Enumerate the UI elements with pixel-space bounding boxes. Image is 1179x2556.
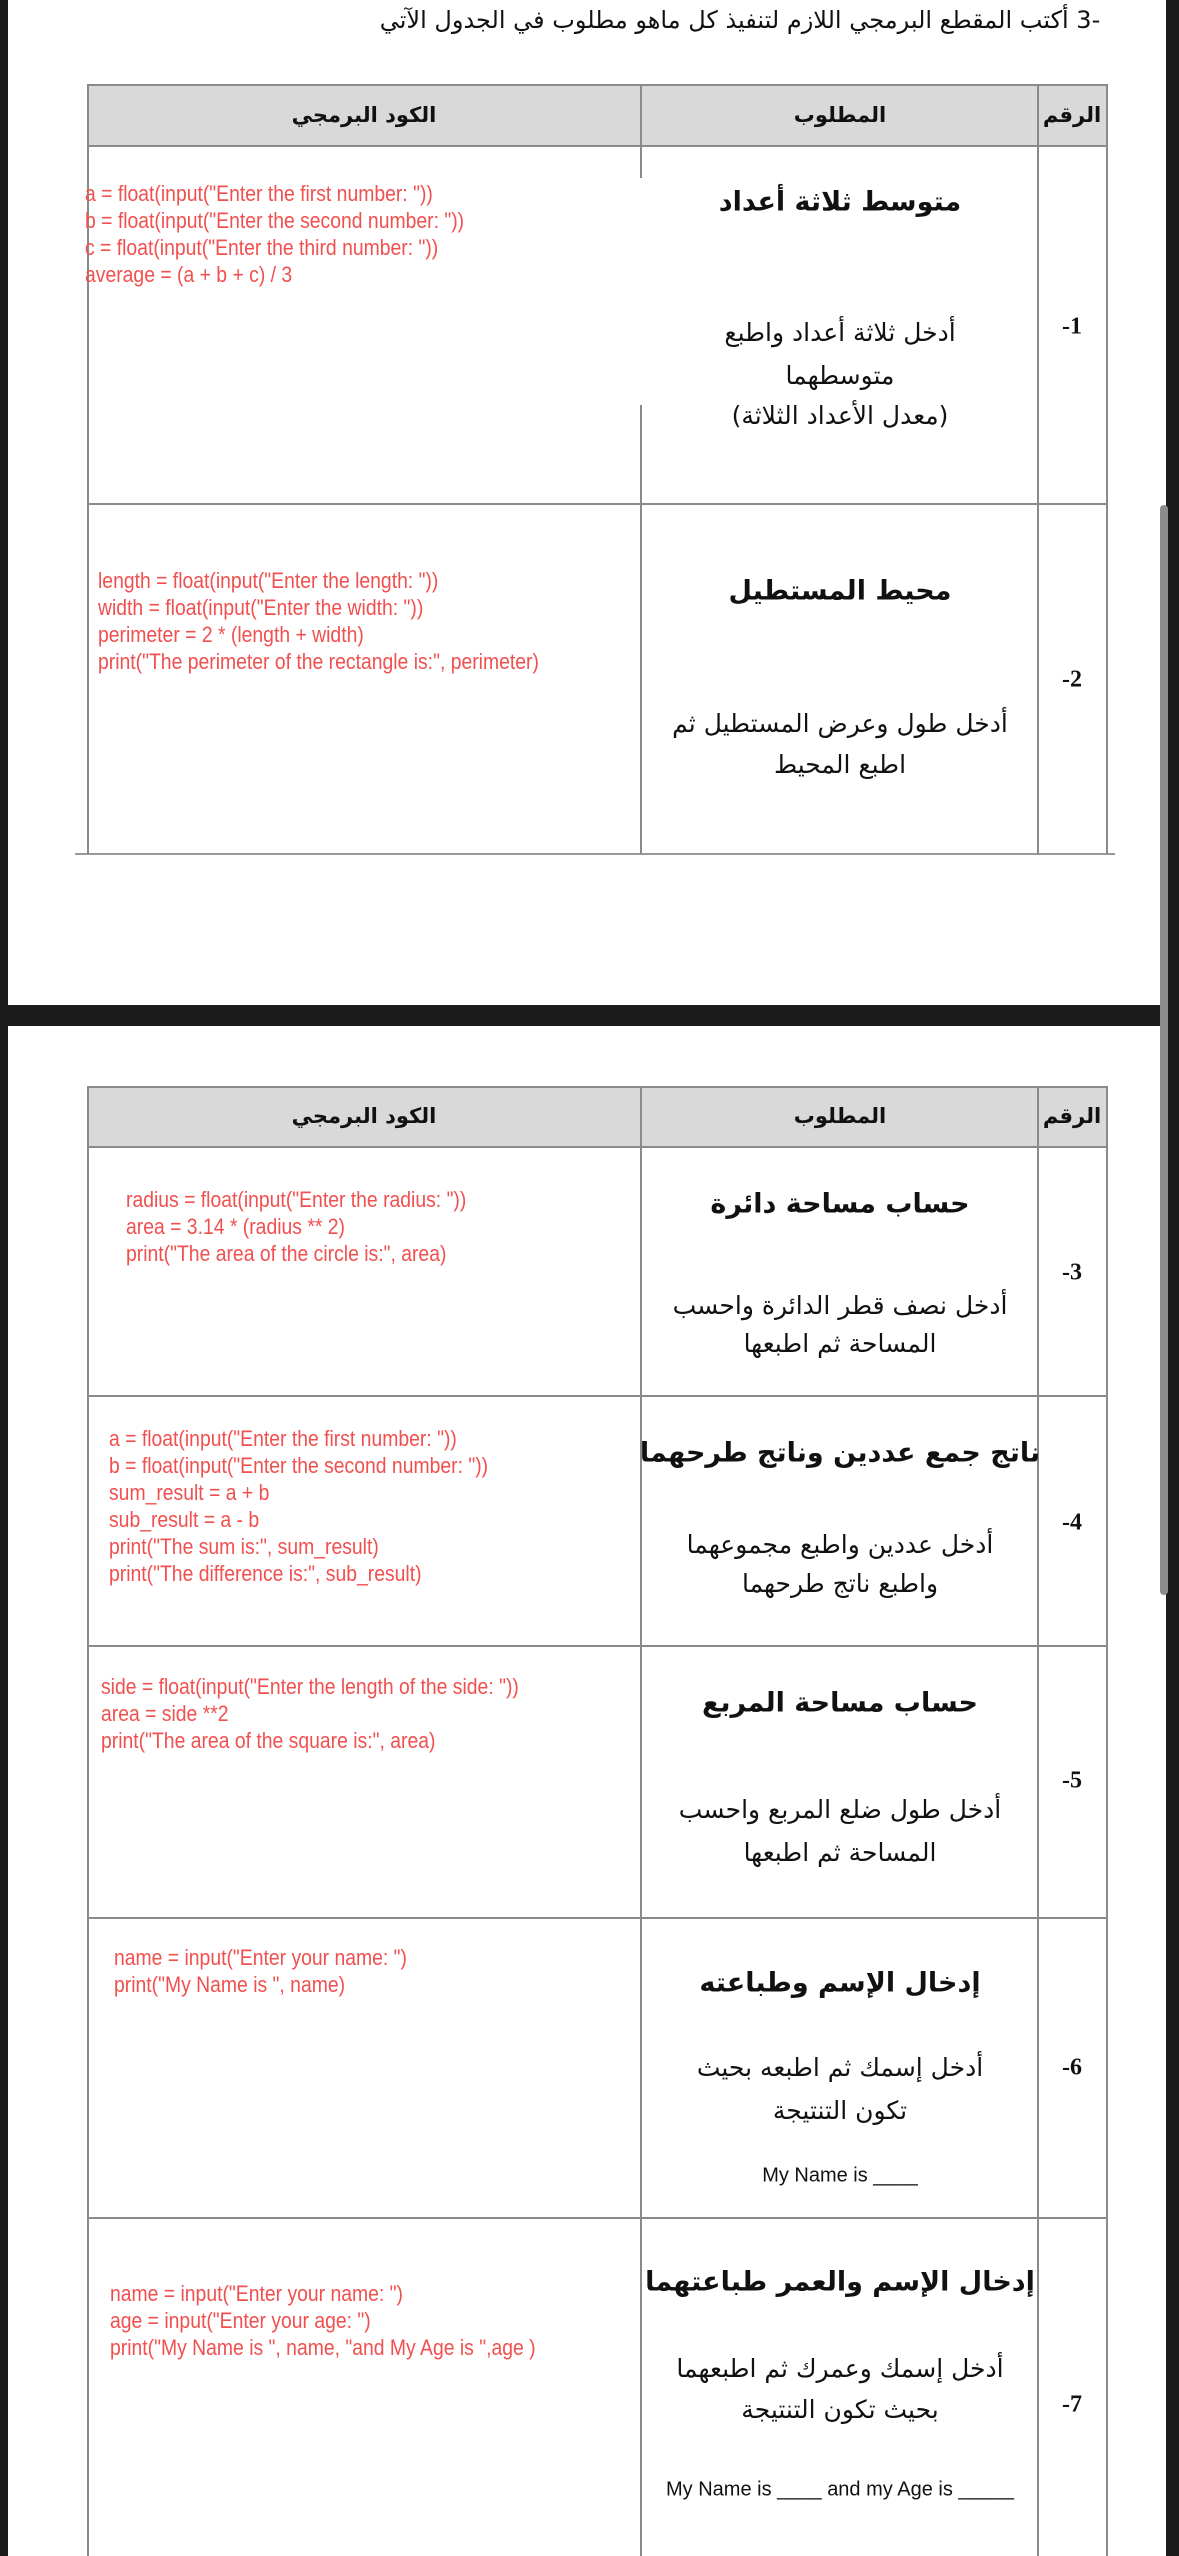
row-7-number: -7 <box>1062 2391 1082 2418</box>
row-4-desc-line: أدخل عددين واطبع مجموعهما <box>686 1530 994 1559</box>
code-row-1: a = float(input("Enter the first number: ")) b = float(input("Enter the second number: ")) c = float(input("Enter the third number: ")) average = (a + b + c) / 3 <box>85 181 465 287</box>
row-6-desc-line: تكون التنتيجة <box>772 2096 908 2125</box>
row-4-number: -4 <box>1062 1509 1082 1536</box>
row-6-number: -6 <box>1062 2054 1082 2081</box>
row-4-desc-line: واطبع ناتج طرحهما <box>741 1569 939 1598</box>
divider <box>1037 84 1039 854</box>
header-required: المطلوب <box>793 1104 887 1128</box>
divider <box>88 84 1108 86</box>
divider <box>1037 1086 1039 2556</box>
row-7-sample-output: My Name is ____ and my Age is _____ <box>666 2478 1014 2501</box>
row-2-desc-line: أدخل طول وعرض المستطيل ثم <box>672 709 1008 738</box>
row-6-desc-line: أدخل إسمك ثم اطبعه بحيث <box>696 2053 984 2082</box>
row-3-title: حساب مساحة دائرة <box>710 1188 970 1220</box>
row-1-desc-line: أدخل ثلاثة أعداد واطبع <box>724 318 956 347</box>
divider <box>87 1086 89 2556</box>
exercise-title: -3 أكتب المقطع البرمجي اللازم لتنفيذ كل ماهو مطلوب في الجدول الآتي <box>379 6 1101 34</box>
code-row-6: name = input("Enter your name: ") print("My Name is ", name) <box>114 1945 407 1997</box>
row-6-title: إدخال الإسم وطباعته <box>699 1967 981 1999</box>
header-code: الكود البرمجي <box>291 1104 437 1128</box>
code-row-4: a = float(input("Enter the first number: ")) b = float(input("Enter the second number: ")) sum_result = a + b sub_result = a - b print("The sum is:", sum_result) print("The difference is:", sub_result) <box>109 1426 489 1586</box>
scrollbar[interactable] <box>1160 505 1168 1595</box>
code-row-3: radius = float(input("Enter the radius: ")) area = 3.14 * (radius ** 2) print("The area of the circle is:", area) <box>126 1187 467 1266</box>
divider <box>1106 84 1108 854</box>
row-1-title: متوسط ثلاثة أعداد <box>718 186 962 218</box>
table-header-2 <box>88 1086 1108 1146</box>
header-number: الرقم <box>1042 103 1102 127</box>
row-2-desc-line: اطبع المحيط <box>773 750 907 779</box>
code-row-2: length = float(input("Enter the length: ")) width = float(input("Enter the width: ")) perimeter = 2 * (length + width) print("The perimeter of the rectangle is:", perimeter) <box>98 568 539 674</box>
divider <box>640 84 642 178</box>
row-5-desc-line: المساحة ثم اطبعها <box>743 1838 937 1867</box>
row-7-title: إدخال الإسم والعمر طباعتهما <box>645 2266 1035 2298</box>
row-1-desc-line: متوسطهما <box>785 361 895 390</box>
divider <box>88 1645 1108 1647</box>
code-row-7: name = input("Enter your name: ") age = input("Enter your age: ") print("My Name is ", name, "and My Age is ",age ) <box>110 2281 536 2360</box>
divider <box>640 1086 642 2556</box>
header-required: المطلوب <box>793 103 887 127</box>
divider <box>88 1086 1108 1088</box>
row-1-desc-line: (معدل الأعداد الثلاثة) <box>731 401 949 430</box>
divider <box>88 1146 1108 1148</box>
divider <box>88 503 1108 505</box>
row-3-desc-line: أدخل نصف قطر الدائرة واحسب <box>672 1291 1008 1320</box>
row-5-title: حساب مساحة المربع <box>701 1687 979 1719</box>
divider <box>640 405 642 854</box>
row-3-number: -3 <box>1062 1259 1082 1286</box>
header-code: الكود البرمجي <box>291 103 437 127</box>
code-row-5: side = float(input("Enter the length of the side: ")) area = side **2 print("The area of the square is:", area) <box>101 1674 519 1753</box>
divider <box>88 1917 1108 1919</box>
row-4-title: ناتج جمع عددين وناتج طرحهما <box>639 1437 1041 1469</box>
divider <box>88 1395 1108 1397</box>
row-7-desc-line: بحيث تكون التنتيجة <box>741 2395 939 2424</box>
row-3-desc-line: المساحة ثم اطبعها <box>743 1329 937 1358</box>
row-2-title: محيط المستطيل <box>728 575 952 607</box>
row-5-desc-line: أدخل طول ضلع المربع واحسب <box>678 1795 1002 1824</box>
row-6-sample-output: My Name is ____ <box>762 2164 918 2187</box>
divider <box>1106 1086 1108 2556</box>
table-header-1 <box>88 84 1108 145</box>
row-7-desc-line: أدخل إسمك وعمرك ثم اطبعهما <box>676 2354 1004 2383</box>
divider <box>88 2217 1108 2219</box>
divider <box>75 853 1115 855</box>
row-5-number: -5 <box>1062 1767 1082 1794</box>
row-2-number: -2 <box>1062 666 1082 693</box>
header-number: الرقم <box>1042 1104 1102 1128</box>
divider <box>88 145 1108 147</box>
row-1-number: -1 <box>1062 313 1082 340</box>
